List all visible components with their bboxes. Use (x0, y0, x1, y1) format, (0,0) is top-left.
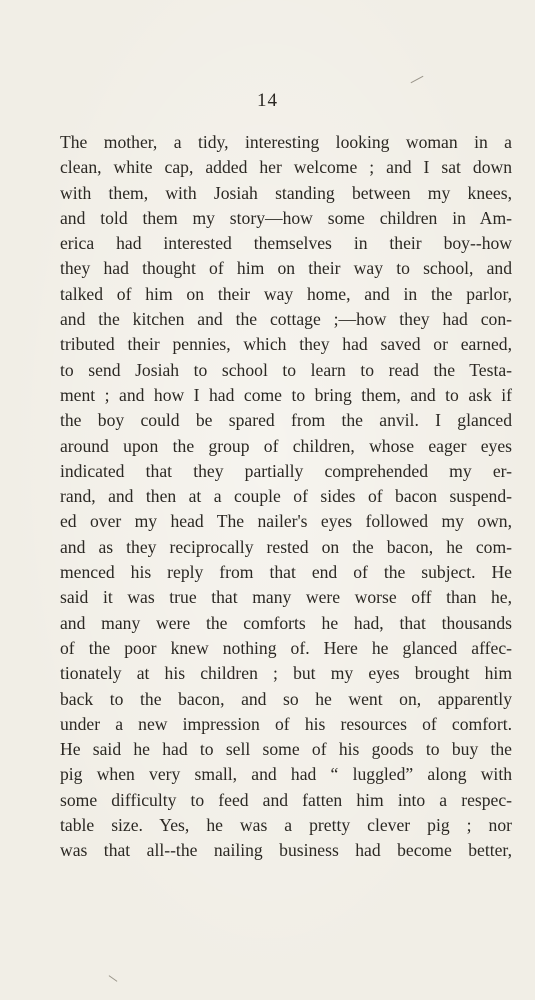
page-number: 14 (257, 90, 278, 111)
text-line: and the kitchen and the cottage ;—how they had con- (60, 309, 512, 330)
text-line: ed over my head The nailer's eyes followed my own, (60, 511, 512, 532)
stray-mark (411, 76, 424, 83)
text-line: He said he had to sell some of his goods to buy the (60, 739, 512, 760)
text-line: and as they reciprocally rested on the bacon, he com- (60, 536, 512, 557)
text-line: back to the bacon, and so he went on, apparently (60, 688, 512, 709)
text-line: talked of him on their way home, and in the parlor, (60, 283, 512, 304)
text-line: to send Josiah to school to learn to read the Testa- (60, 359, 512, 380)
text-line: around upon the group of children, whose eager eyes (60, 435, 512, 456)
text-line: they had thought of him on their way to school, and (60, 258, 512, 279)
text-line: said it was true that many were worse off than he, (60, 587, 512, 608)
text-line: tributed their pennies, which they had saved or earned, (60, 334, 512, 355)
text-line: rand, and then at a couple of sides of bacon suspend- (60, 486, 512, 507)
body-text (60, 130, 512, 864)
text-line: and told them my story—how some children in Am- (60, 207, 512, 228)
text-line: was that all--the nailing business had become better, (60, 840, 512, 861)
text-line: clean, white cap, added her welcome ; and I sat down (60, 157, 512, 178)
stray-mark (109, 975, 118, 982)
text-line: menced his reply from that end of the subject. He (60, 562, 512, 583)
text-line: pig when very small, and had “ luggled” along with (60, 764, 512, 785)
text-line: some difficulty to feed and fatten him into a respec- (60, 789, 512, 810)
text-line: under a new impression of his resources of comfort. (60, 713, 512, 734)
text-line: and many were the comforts he had, that thousands (60, 612, 512, 633)
text-line: with them, with Josiah standing between my knees, (60, 182, 512, 203)
text-line: table size. Yes, he was a pretty clever pig ; nor (60, 815, 512, 836)
text-line: erica had interested themselves in their boy--how (60, 233, 512, 254)
text-line: The mother, a tidy, interesting looking woman in a (60, 132, 512, 152)
text-line: indicated that they partially comprehended my er- (60, 460, 512, 481)
text-line: ment ; and how I had come to bring them, and to ask if (60, 384, 512, 405)
text-line: the boy could be spared from the anvil. I glanced (60, 410, 512, 431)
text-line: tionately at his children ; but my eyes brought him (60, 663, 512, 684)
text-line: of the poor knew nothing of. Here he glanced affec- (60, 637, 512, 658)
